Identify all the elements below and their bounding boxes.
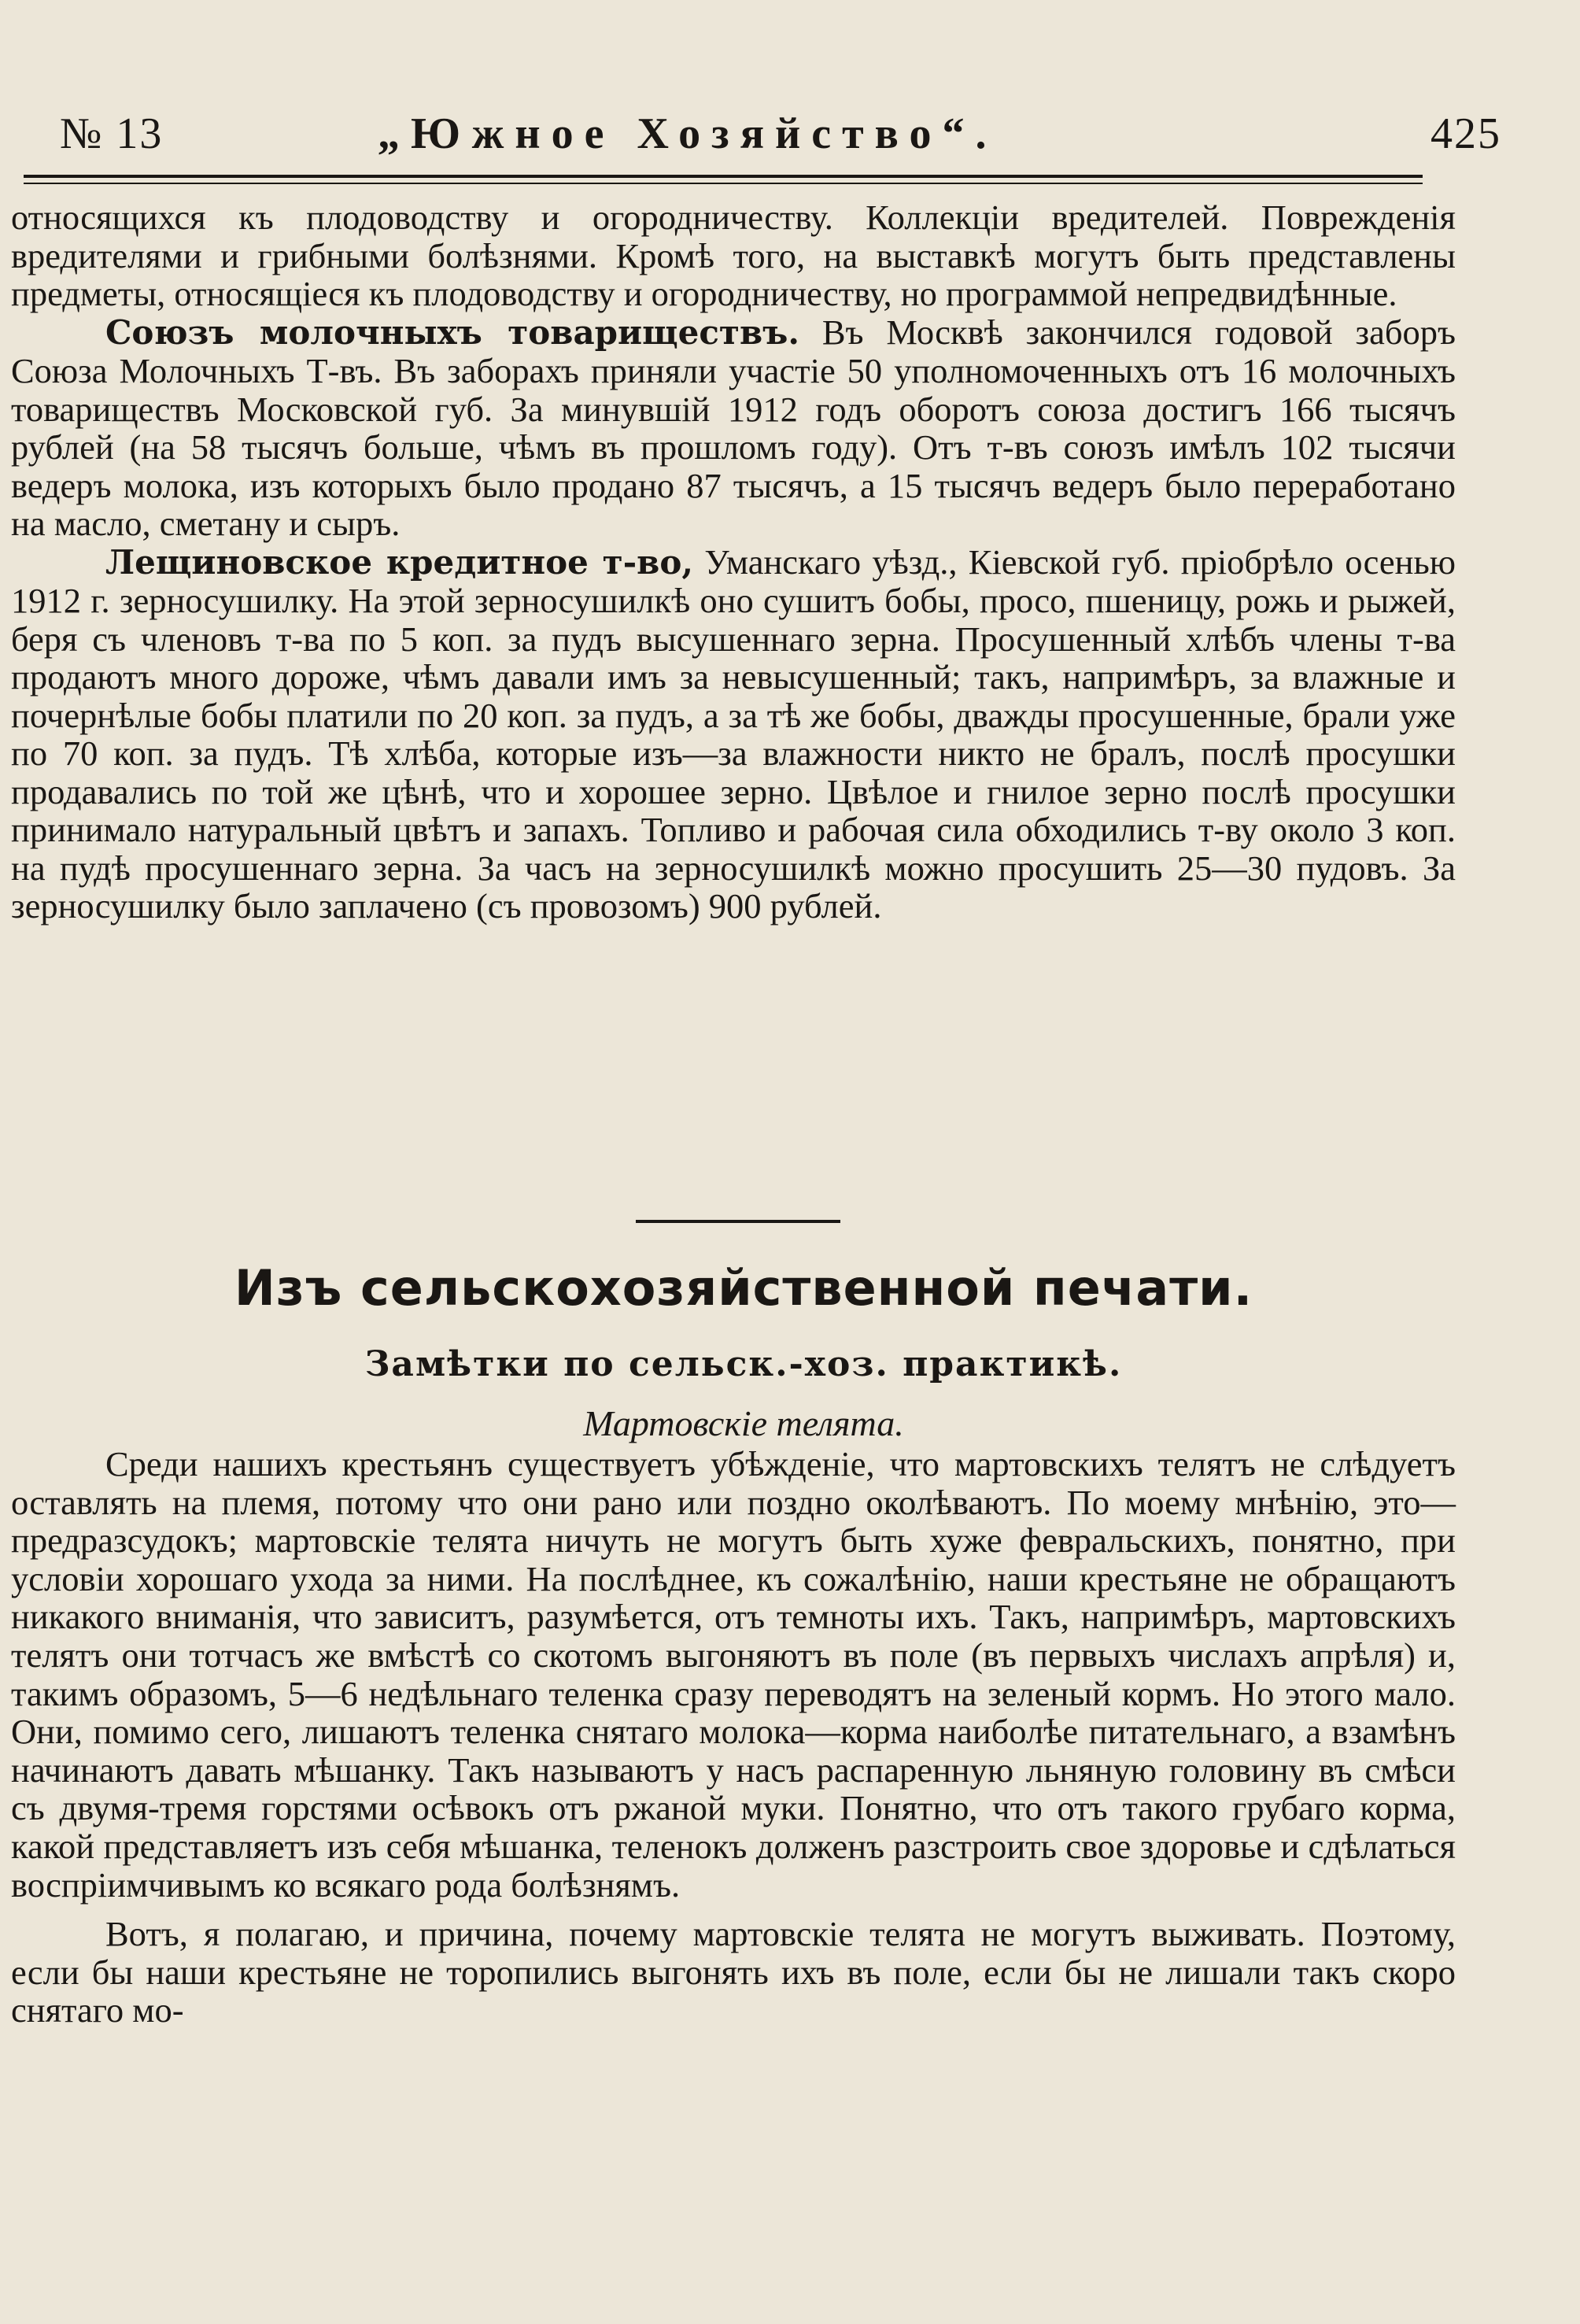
section-subtitle: Замѣтки по сельск.-хоз. практикѣ.	[364, 1344, 1123, 1384]
paragraph-text: Въ Москвѣ закончился годовой заборъ Союза Молочныхъ Т-въ. Въ заборахъ приняли участіе 50 уполномоченныхъ отъ 16 молочныхъ товариществъ Московской губ. За минувшій 1912 годъ оборотъ союза достигъ 166 тысячъ рублей (на 58 тысячъ больше, чѣмъ въ прошломъ году). Отъ т-въ союзъ имѣлъ 102 тысячи ведеръ молока, изъ которыхъ было продано 87 тысячъ, а 15 тысячъ ведеръ было переработано на масло, сметану и сыръ.	[11, 312, 1456, 543]
article-title: Мартовскіе телята.	[583, 1403, 904, 1443]
paragraph-heading: Лещиновское кредитное т-во,	[105, 542, 693, 582]
paragraph-text: Уманскаго уѣзд., Кіевской губ. пріобрѣло осенью 1912 г. зерносушилку. На этой зерносушилкѣ оно сушитъ бобы, просо, пшеницу, рожь и рыжей, беря съ членовъ т-ва по 5 коп. за пудъ высушеннаго зерна. Просушенный хлѣбъ члены т-ва продаютъ много дороже, чѣмъ давали имъ за невысушенный; такъ, напримѣръ, за влажные и почернѣлые бобы платили по 20 коп. за пудъ, а за тѣ же бобы, дважды просушенные, брали уже по 70 коп. за пудъ. Тѣ хлѣба, которые изъ—за влажности никто не бралъ, послѣ просушки продавались по той же цѣнѣ, что и хорошее зерно. Цвѣлое и гнилое зерно послѣ просушки принимало натуральный цвѣтъ и запахъ. Топливо и рабочая сила обходились т-ву около 3 коп. на пудѣ просушеннаго зерна. За часъ на зерносушилкѣ можно просушить 25—30 пудовъ. За зерносушилку было заплачено (съ провозомъ) 900 рублей.	[11, 541, 1456, 926]
paragraph-gap	[11, 1904, 1456, 1915]
section-title: Изъ сельскохозяйственной печати.	[234, 1259, 1253, 1317]
issue-number: № 13	[60, 109, 164, 158]
paragraph-dairy-union	[11, 313, 1456, 543]
page-number: 425	[1430, 109, 1501, 158]
journal-title: „Южное Хозяйство“.	[378, 109, 998, 158]
paragraph-heading: Союзъ молочныхъ товариществъ.	[105, 312, 799, 352]
header-rule-thin	[24, 183, 1423, 184]
header-rule	[24, 175, 1423, 178]
section-divider	[636, 1220, 840, 1223]
article-paragraph: Среди нашихъ крестьянъ существуетъ убѣжденіе, что мартовскихъ телятъ не слѣдуетъ оставлять на племя, потому что они рано или поздно околѣваютъ. По моему мнѣнію, это—предразсудокъ; мартовскіе телята ничуть не могутъ быть хуже февральскихъ, понятно, при условіи хорошаго ухода за ними. На послѣднее, къ сожалѣнію, наши крестьяне не обращаютъ никакого вниманія, что зависитъ, разумѣется, отъ темноты ихъ. Такъ, напримѣръ, мартовскихъ телятъ они тотчасъ же вмѣстѣ со скотомъ выгоняютъ въ поле (въ первыхъ числахъ апрѣля) и, такимъ образомъ, 5—6 недѣльнаго теленка сразу переводятъ на зеленый кормъ. Но этого мало. Они, помимо сего, лишаютъ теленка снятаго молока—корма наиболѣе питательнаго, а взамѣнъ начинаютъ давать мѣшанку. Такъ называютъ у насъ распаренную льняную головину въ смѣси съ двумя-тремя горстями осѣвокъ отъ ржаной муки. Понятно, что отъ такого грубаго корма, какой представляетъ изъ себя мѣшанка, теленокъ долженъ разстроить свое здоровье и сдѣлаться воспріимчивымъ ко всякаго рода болѣзнямъ.	[11, 1444, 1456, 1905]
top-text-block	[11, 198, 1456, 926]
paragraph-credit-society	[11, 543, 1456, 926]
article-paragraph: Вотъ, я полагаю, и причина, почему мартовскіе телята не могутъ выживать. Поэтому, если бы наши крестьяне не торопились выгонять ихъ въ поле, если бы не лишали такъ скоро снятаго мо-	[11, 1914, 1456, 2030]
running-header	[31, 109, 1549, 172]
article-text-block	[11, 1445, 1456, 2030]
paragraph-continuation: относящихся къ плодоводству и огородничеству. Коллекціи вредителей. Поврежденія вредителями и грибными болѣзнями. Кромѣ того, на выставкѣ могутъ быть представлены предметы, относящіеся къ плодоводству и огородничеству, но программой непредвидѣнные.	[11, 198, 1456, 313]
